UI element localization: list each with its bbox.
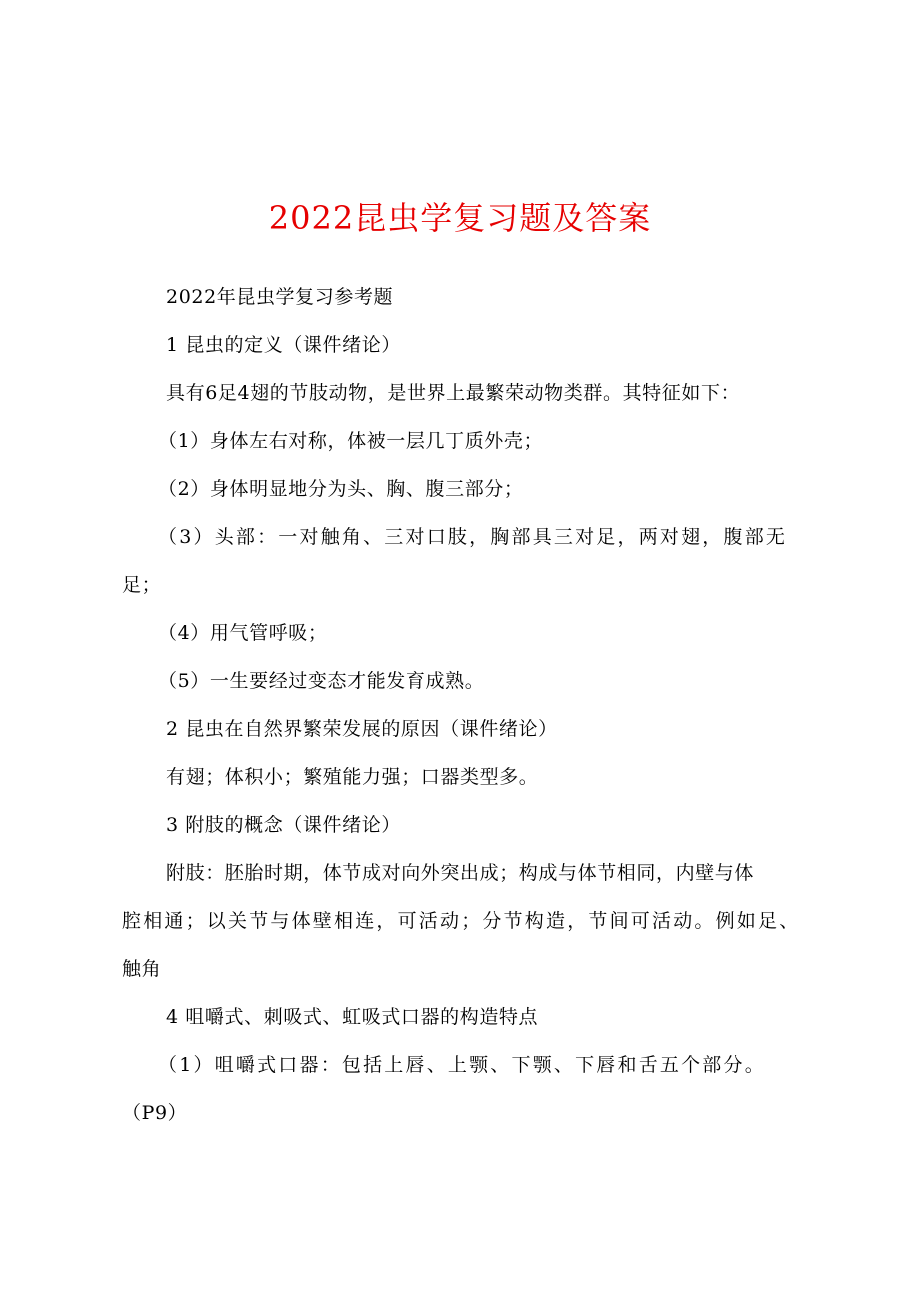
subtitle-line: 2022年昆虫学复习参考题 xyxy=(166,286,394,308)
answer-2: 有翅；体积小；繁殖能力强；口器类型多。 xyxy=(166,766,539,788)
answer-3-line: 附肢：胚胎时期，体节成对向外突出成；构成与体节相同，内壁与体 xyxy=(166,862,755,884)
question-3-heading: 3 附肢的概念（课件绪论） xyxy=(166,814,401,836)
list-item-3-continued: 足； xyxy=(122,574,162,596)
paragraph-line: 具有6足4翅的节肢动物，是世界上最繁荣动物类群。其特征如下： xyxy=(166,382,741,404)
list-item-5: （5）一生要经过变态才能发育成熟。 xyxy=(158,670,485,692)
list-item-4: （4）用气管呼吸； xyxy=(158,622,328,644)
list-item-1: （1）身体左右对称，体被一层几丁质外壳； xyxy=(158,430,544,452)
question-1-heading: 1 昆虫的定义（课件绪论） xyxy=(166,334,401,356)
answer-3-line: 腔相通；以关节与体壁相连，可活动；分节构造，节间可活动。例如足、 xyxy=(122,910,801,932)
list-item-2: （2）身体明显地分为头、胸、腹三部分； xyxy=(158,478,524,500)
answer-4-item-1-continued: （P9） xyxy=(122,1102,188,1124)
answer-4-item-1: （1）咀嚼式口器：包括上唇、上颚、下颚、下唇和舌五个部分。 xyxy=(158,1054,766,1076)
question-2-heading: 2 昆虫在自然界繁荣发展的原因（课件绪论） xyxy=(166,718,558,740)
document-title: 2022昆虫学复习题及答案 xyxy=(268,199,652,237)
list-item-3: （3）头部：一对触角、三对口肢，胸部具三对足，两对翅，腹部无 xyxy=(158,526,788,548)
question-4-heading: 4 咀嚼式、刺吸式、虹吸式口器的构造特点 xyxy=(166,1006,539,1028)
answer-3-line: 触角 xyxy=(122,958,162,980)
